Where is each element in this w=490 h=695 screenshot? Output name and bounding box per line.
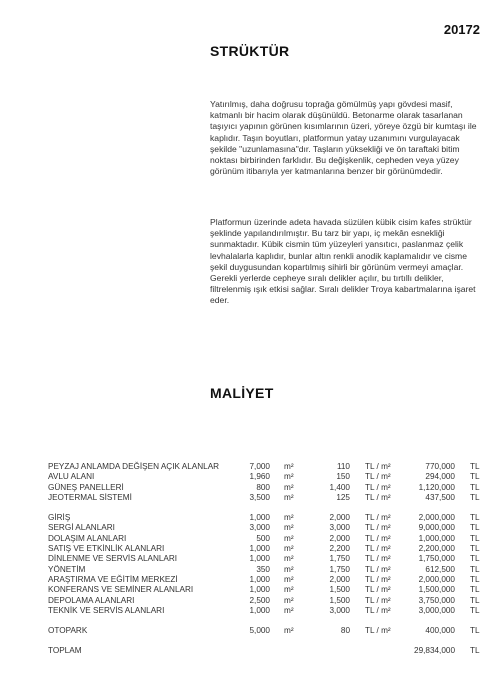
- rate-unit: TL / m²: [365, 574, 391, 584]
- item-name: GÜNEŞ PANELLERİ: [48, 482, 124, 492]
- rate-unit: TL / m²: [365, 626, 391, 636]
- area-unit: m²: [284, 544, 294, 554]
- area-unit: m²: [284, 554, 294, 564]
- document-number: 20172: [443, 22, 480, 37]
- area-unit: m²: [284, 595, 294, 605]
- table-row: [48, 523, 488, 533]
- item-total: 400,000: [425, 626, 455, 636]
- area-unit: m²: [284, 513, 294, 523]
- item-total: 2,000,000: [418, 513, 455, 523]
- item-area: 1,000: [249, 605, 270, 615]
- item-area: 5,000: [249, 626, 270, 636]
- item-area: 350: [256, 564, 270, 574]
- grand-total-label: TOPLAM: [48, 646, 82, 656]
- item-total: 1,750,000: [418, 554, 455, 564]
- item-unit-price: 150: [336, 472, 350, 482]
- item-total: 2,200,000: [418, 544, 455, 554]
- section-title-struktur: STRÜKTÜR: [210, 43, 290, 59]
- currency: TL: [470, 533, 480, 543]
- rate-unit: TL / m²: [365, 595, 391, 605]
- item-total: 294,000: [425, 472, 455, 482]
- item-name: YÖNETİM: [48, 564, 86, 574]
- currency: TL: [470, 626, 480, 636]
- item-name: SERGİ ALANLARI: [48, 523, 115, 533]
- item-total: 3,000,000: [418, 605, 455, 615]
- struktur-paragraph-1: Yatırılmış, daha doğrusu toprağa gömülmüş yapı gövdesi masif, katmanlı bir hacim olarak düşünüldü. Betonarme olarak tasarlanan taşıyıcı yapının görünen kısımlarının üzeri, yöreye özgü bir kumtaşı ile kaplıdır. Taşın boyutları, platformun yatay uzanımını vurgulayacak şekilde "uzunlamasına"dır. Taşların yüksekliği ve ön taraftaki bitim noktası birbirinden farklıdır. Bu değişkenlik, cepheden veya yüzey görünüm itibarıyla yer katmanlarına benzer bir görünümdedir.: [210, 99, 477, 177]
- table-row: [48, 596, 488, 606]
- cost-table: [48, 462, 488, 657]
- currency: TL: [470, 513, 480, 523]
- item-unit-price: 1,400: [329, 482, 350, 492]
- item-name: AVLU ALANI: [48, 472, 95, 482]
- item-name: SATIŞ VE ETKİNLİK ALANLARI: [48, 544, 165, 554]
- item-area: 1,960: [249, 472, 270, 482]
- item-area: 2,500: [249, 595, 270, 605]
- area-unit: m²: [284, 626, 294, 636]
- currency: TL: [470, 564, 480, 574]
- item-area: 1,000: [249, 585, 270, 595]
- table-row: [48, 483, 488, 493]
- rate-unit: TL / m²: [365, 523, 391, 533]
- currency: TL: [470, 595, 480, 605]
- item-area: 1,000: [249, 554, 270, 564]
- table-row: [48, 585, 488, 595]
- area-unit: m²: [284, 492, 294, 502]
- item-name: ARAŞTIRMA VE EĞİTİM MERKEZİ: [48, 574, 178, 584]
- rate-unit: TL / m²: [365, 482, 391, 492]
- section-title-maliyet: MALİYET: [210, 385, 274, 401]
- rate-unit: TL / m²: [365, 462, 391, 471]
- item-unit-price: 1,500: [329, 595, 350, 605]
- item-unit-price: 1,500: [329, 585, 350, 595]
- item-area: 1,000: [249, 544, 270, 554]
- table-row: [48, 565, 488, 575]
- item-area: 1,000: [249, 574, 270, 584]
- item-area: 1,000: [249, 513, 270, 523]
- item-name: TEKNİK VE SERVİS ALANLARI: [48, 605, 165, 615]
- currency: TL: [470, 585, 480, 595]
- area-unit: m²: [284, 564, 294, 574]
- area-unit: m²: [284, 533, 294, 543]
- struktur-paragraph-2: Platformun üzerinde adeta havada süzülen kübik cisim kafes strüktür şeklinde yapılandırılmıştır. Bu tarz bir yapı, iç mekân esnekliği sunmaktadır. Kübik cismin tüm yüzeyleri yansıtıcı, paslanmaz çelik levhalalarla kaplıdır, bunlar altın renkli anodik kaplamalıdır ve cisme şekil duygusundan kopartılmış sihirli bir görünüm vermeyi amaçlar. Gerekli yerlerde cepheye sıralı delikler açılır, bu tırtıllı delikler, filtrelenmiş ışık etkisi sağlar. Sıralı delikler Troya kabartmalarına işaret eder.: [210, 217, 476, 306]
- item-unit-price: 1,750: [329, 564, 350, 574]
- item-total: 3,750,000: [418, 595, 455, 605]
- area-unit: m²: [284, 482, 294, 492]
- area-unit: m²: [284, 472, 294, 482]
- item-unit-price: 3,000: [329, 605, 350, 615]
- item-total: 612,500: [425, 564, 455, 574]
- item-unit-price: 2,000: [329, 513, 350, 523]
- area-unit: m²: [284, 585, 294, 595]
- area-unit: m²: [284, 523, 294, 533]
- item-unit-price: 2,000: [329, 574, 350, 584]
- rate-unit: TL / m²: [365, 605, 391, 615]
- item-unit-price: 1,750: [329, 554, 350, 564]
- item-unit-price: 3,000: [329, 523, 350, 533]
- rate-unit: TL / m²: [365, 554, 391, 564]
- currency: TL: [470, 523, 480, 533]
- item-area: 3,000: [249, 523, 270, 533]
- item-area: 500: [256, 533, 270, 543]
- item-unit-price: 80: [340, 626, 350, 636]
- table-row: [48, 493, 488, 503]
- rate-unit: TL / m²: [365, 472, 391, 482]
- currency: TL: [470, 492, 480, 502]
- table-row: [48, 472, 488, 482]
- grand-total-row: [48, 646, 488, 656]
- item-name: OTOPARK: [48, 626, 88, 636]
- rate-unit: TL / m²: [365, 544, 391, 554]
- table-row: [48, 575, 488, 585]
- row-spacer: [48, 616, 488, 626]
- row-spacer: [48, 503, 488, 513]
- item-unit-price: 110: [336, 462, 350, 471]
- table-row: [48, 554, 488, 564]
- item-area: 7,000: [249, 462, 270, 471]
- item-total: 437,500: [425, 492, 455, 502]
- table-row: [48, 544, 488, 554]
- item-name: DİNLENME VE SERVİS ALANLARI: [48, 554, 178, 564]
- area-unit: m²: [284, 605, 294, 615]
- item-total: 1,500,000: [418, 585, 455, 595]
- area-unit: m²: [284, 462, 294, 471]
- table-row: [48, 534, 488, 544]
- item-name: JEOTERMAL SİSTEMİ: [48, 492, 132, 502]
- table-row: [48, 513, 488, 523]
- item-total: 1,000,000: [418, 533, 455, 543]
- rate-unit: TL / m²: [365, 585, 391, 595]
- rate-unit: TL / m²: [365, 513, 391, 523]
- item-area: 3,500: [249, 492, 270, 502]
- item-unit-price: 2,000: [329, 533, 350, 543]
- currency: TL: [470, 472, 480, 482]
- rate-unit: TL / m²: [365, 533, 391, 543]
- currency: TL: [470, 544, 480, 554]
- item-name: GİRİŞ: [48, 513, 71, 523]
- currency: TL: [470, 482, 480, 492]
- currency: TL: [470, 574, 480, 584]
- item-name: KONFERANS VE SEMİNER ALANLARI: [48, 585, 194, 595]
- item-unit-price: 125: [336, 492, 350, 502]
- item-total: 9,000,000: [418, 523, 455, 533]
- item-area: 800: [256, 482, 270, 492]
- item-total: 1,120,000: [418, 482, 455, 492]
- table-row: [48, 626, 488, 636]
- area-unit: m²: [284, 574, 294, 584]
- table-row: [48, 606, 488, 616]
- item-name: DEPOLAMA ALANLARI: [48, 595, 135, 605]
- item-total: 770,000: [425, 462, 455, 471]
- rate-unit: TL / m²: [365, 564, 391, 574]
- item-total: 2,000,000: [418, 574, 455, 584]
- rate-unit: TL / m²: [365, 492, 391, 502]
- currency: TL: [470, 646, 480, 656]
- currency: TL: [470, 605, 480, 615]
- row-spacer: [48, 636, 488, 646]
- item-name: DOLAŞIM ALANLARI: [48, 533, 127, 543]
- table-row: [48, 462, 488, 472]
- item-unit-price: 2,200: [329, 544, 350, 554]
- currency: TL: [470, 554, 480, 564]
- grand-total-value: 29,834,000: [414, 646, 455, 656]
- item-name: PEYZAJ ANLAMDA DEĞİŞEN AÇIK ALANLAR: [48, 462, 220, 471]
- currency: TL: [470, 462, 480, 471]
